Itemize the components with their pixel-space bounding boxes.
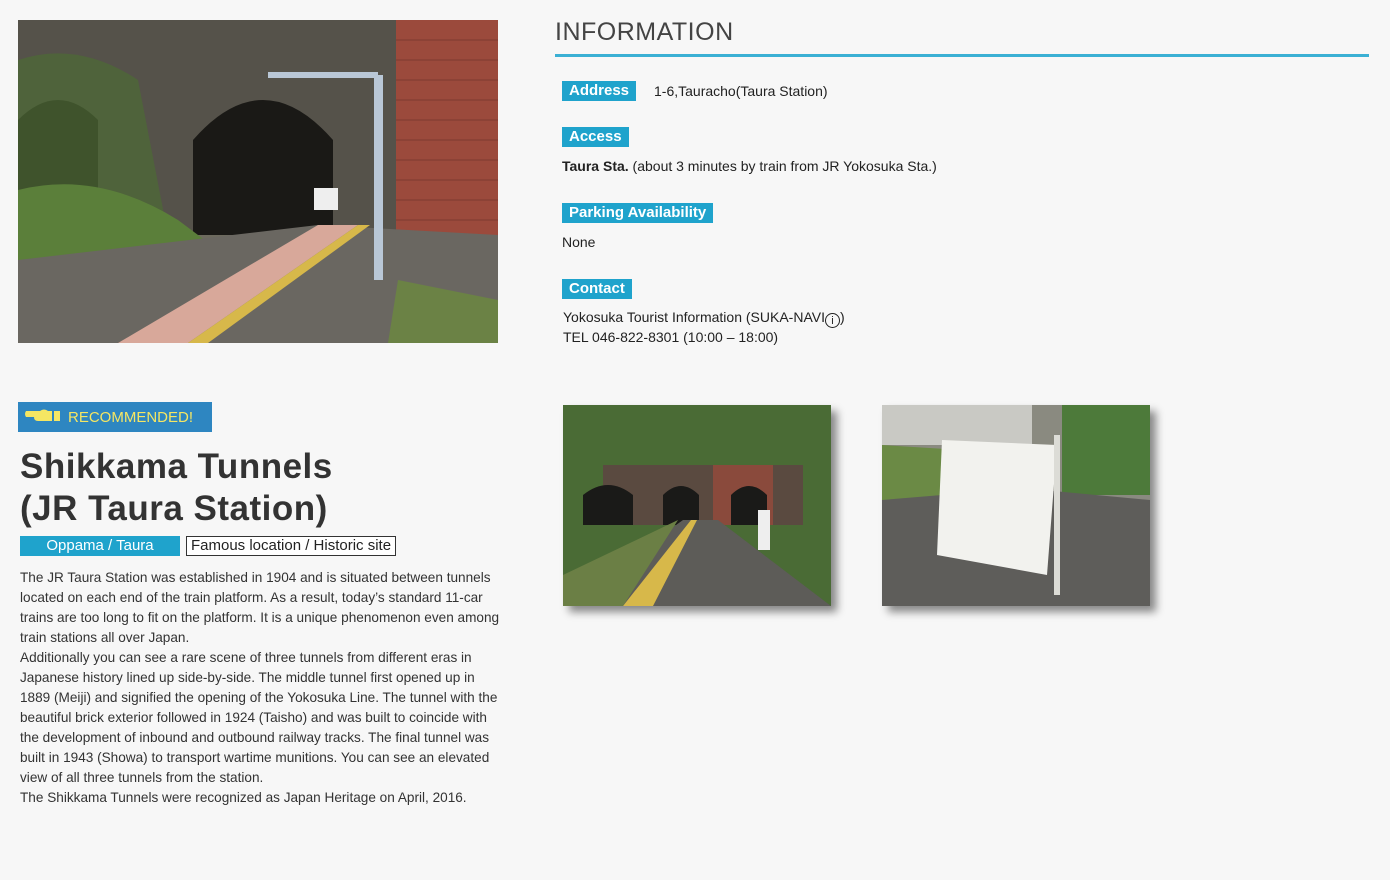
description-paragraph-3: The Shikkama Tunnels were recognized as Japan Heritage on April, 2016.	[20, 790, 467, 805]
info-heading: INFORMATION	[555, 18, 734, 46]
contact-line-1: Yokosuka Tourist Information (SUKA-NAVI	[563, 309, 825, 325]
title-line-1: Shikkama Tunnels	[20, 447, 333, 486]
title-line-2: (JR Taura Station)	[20, 489, 328, 528]
gallery-photo-tunnels[interactable]	[563, 405, 831, 606]
address-value: 1-6,Tauracho(Taura Station)	[654, 83, 828, 99]
contact-value	[563, 308, 845, 347]
area-tag[interactable]: Oppama / Taura	[20, 536, 180, 556]
category-tag[interactable]: Famous location / Historic site	[186, 536, 396, 556]
parking-value: None	[562, 234, 596, 250]
description-paragraph-1: The JR Taura Station was established in 1904 and is situated between tunnels located on each end of the train platform. As a result, today’s standard 11-car trains are too long to fit on the platform. It is a unique phenomenon even among train stations all over Japan.	[20, 570, 500, 645]
gallery-photo-sign[interactable]	[882, 405, 1150, 606]
access-value	[562, 158, 937, 174]
page-title	[20, 446, 333, 530]
access-station: Taura Sta.	[562, 158, 629, 174]
recommended-label: RECOMMENDED!	[68, 408, 194, 426]
contact-phone: TEL 046-822-8301 (10:00 – 18:00)	[563, 329, 779, 345]
contact-line-1-end: )	[839, 309, 845, 325]
hero-photo	[18, 20, 498, 343]
info-circle-icon[interactable]: i	[825, 313, 840, 328]
contact-label: Contact	[562, 279, 632, 299]
info-divider	[555, 54, 1369, 57]
description	[20, 568, 500, 808]
address-label: Address	[562, 81, 636, 101]
parking-label: Parking Availability	[562, 203, 713, 223]
description-paragraph-2: Additionally you can see a rare scene of three tunnels from different eras in Japanese history lined up side-by-side. The middle tunnel first opened up in 1889 (Meiji) and signified the opening of the Yokosuka Line. The tunnel with the beautiful brick exterior followed in 1924 (Taisho) and was built to coincide with the development of inbound and outbound railway tracks. The final tunnel was built in 1943 (Showa) to transport wartime munitions. You can see an elevated view of all three tunnels from the station.	[20, 650, 498, 785]
access-detail: (about 3 minutes by train from JR Yokosuka Sta.)	[628, 158, 937, 174]
recommended-badge	[18, 402, 212, 432]
access-label: Access	[562, 127, 629, 147]
pointing-hand-icon	[24, 406, 62, 429]
